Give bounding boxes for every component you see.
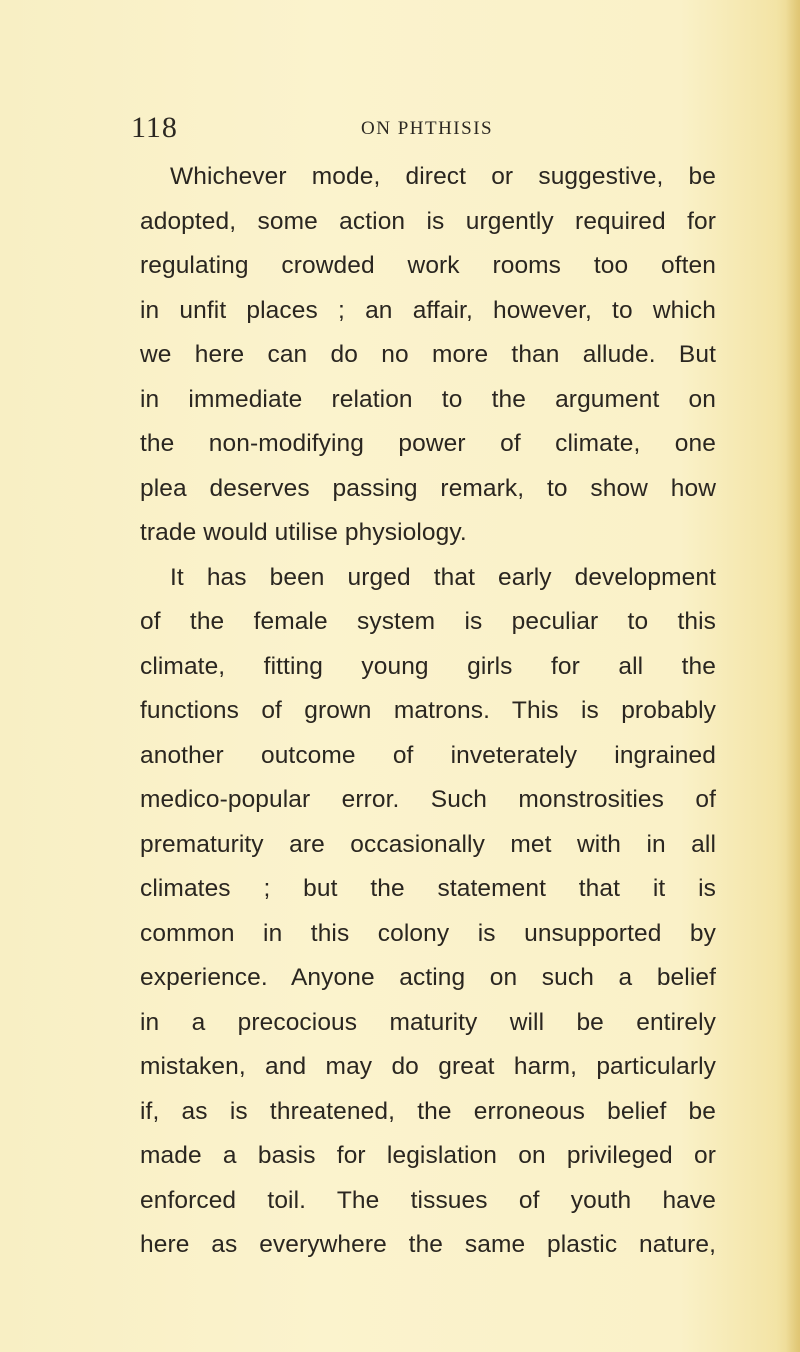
text-line: here as everywhere the same plastic nature, bbox=[140, 1231, 716, 1258]
text-line: in immediate relation to the argument on bbox=[140, 385, 716, 413]
text-line: we here can do no more than allude. But bbox=[140, 341, 716, 368]
text-line: medico-popular error. Such monstrosities of bbox=[140, 786, 716, 813]
text-line: in unfit places ; an affair, however, to which bbox=[140, 296, 716, 324]
text-line: plea deserves passing remark, to show how bbox=[140, 474, 716, 502]
page-number: 118 bbox=[131, 111, 178, 144]
text-line: mistaken, and may do great harm, particularly bbox=[140, 1053, 716, 1080]
text-line: the non-modifying power of climate, one bbox=[140, 430, 716, 457]
text-line: trade would utilise physiology. bbox=[140, 519, 467, 546]
text-line: common in this colony is unsupported by bbox=[140, 919, 716, 947]
text-line: climates ; but the statement that it is bbox=[140, 875, 716, 902]
text-line: if, as is threatened, the erroneous belief be bbox=[140, 1097, 716, 1125]
running-head: ON PHTHISIS bbox=[361, 118, 494, 139]
text-line: in a precocious maturity will be entirely bbox=[140, 1008, 716, 1036]
text-line: Whichever mode, direct or suggestive, be bbox=[170, 163, 716, 190]
text-line: enforced toil. The tissues of youth have bbox=[140, 1186, 716, 1214]
text-line: functions of grown matrons. This is probably bbox=[140, 697, 716, 724]
text-line: climate, fitting young girls for all the bbox=[140, 652, 716, 680]
text-line: another outcome of inveterately ingrained bbox=[140, 741, 716, 769]
text-line: made a basis for legislation on privileged or bbox=[140, 1142, 716, 1169]
text-line: It has been urged that early development bbox=[170, 563, 716, 591]
text-line: adopted, some action is urgently required for bbox=[140, 207, 716, 235]
text-line: experience. Anyone acting on such a belief bbox=[140, 964, 716, 991]
text-line: regulating crowded work rooms too often bbox=[140, 252, 716, 279]
body-text bbox=[140, 155, 716, 1268]
page-edge-shadow bbox=[786, 0, 800, 1352]
text-line: prematurity are occasionally met with in all bbox=[140, 830, 716, 858]
text-line: of the female system is peculiar to this bbox=[140, 608, 716, 635]
page-header bbox=[131, 108, 691, 148]
